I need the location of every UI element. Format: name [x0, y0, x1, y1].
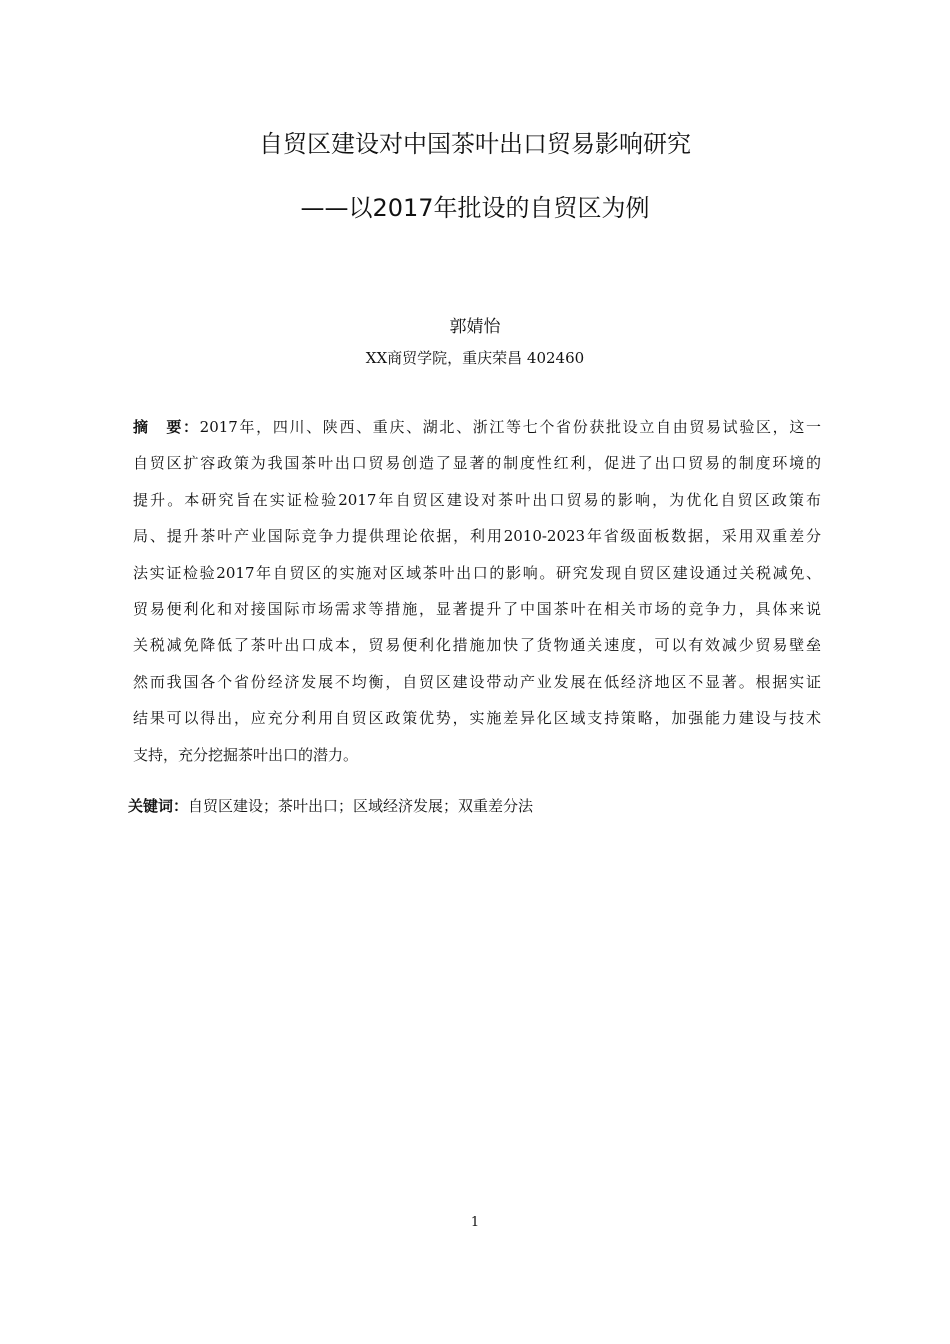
abstract-text: 2017年，四川、陕西、重庆、湖北、浙江等七个省份获批设立自由贸易试验区，这一 — [199, 418, 821, 436]
keywords-text: 自贸区建设；茶叶出口；区域经济发展；双重差分法 — [188, 797, 534, 815]
keywords-label: 关键词： — [128, 797, 189, 815]
abstract-line: 提升。本研究旨在实证检验2017年自贸区建设对茶叶出口贸易的影响，为优化自贸区政策布 — [133, 490, 821, 509]
abstract-line: 法实证检验2017年自贸区的实施对区域茶叶出口的影响。研究发现自贸区建设通过关税减免、 — [133, 563, 821, 582]
page-number: 1 — [470, 1215, 480, 1230]
abstract-line — [133, 416, 821, 452]
abstract-line: 贸易便利化和对接国际市场需求等措施，显著提升了中国茶叶在相关市场的竞争力，具体来说 — [133, 599, 821, 618]
paper-title: 自贸区建设对中国茶叶出口贸易影响研究 — [259, 130, 691, 158]
keywords — [128, 795, 533, 816]
abstract-line: 支持，充分挖掘茶叶出口的潜力。 — [133, 745, 359, 764]
abstract-line: 结果可以得出，应充分利用自贸区政策优势，实施差异化区域支持策略，加强能力建设与技术 — [133, 709, 821, 728]
paper-subtitle: ——以2017年批设的自贸区为例 — [300, 194, 650, 222]
author-name: 郭婧怡 — [449, 317, 501, 337]
abstract-label: 摘 要： — [133, 418, 200, 436]
abstract-line: 关税减免降低了茶叶出口成本，贸易便利化措施加快了货物通关速度，可以有效减少贸易壁垒 — [133, 636, 821, 655]
abstract — [133, 416, 821, 780]
author-affiliation: XX商贸学院，重庆荣昌 402460 — [365, 349, 585, 367]
abstract-line: 自贸区扩容政策为我国茶叶出口贸易创造了显著的制度性红利，促进了出口贸易的制度环境的 — [133, 454, 821, 473]
abstract-line: 然而我国各个省份经济发展不均衡，自贸区建设带动产业发展在低经济地区不显著。根据实证 — [133, 672, 821, 691]
abstract-line: 局、提升茶叶产业国际竞争力提供理论依据，利用2010-2023年省级面板数据，采用双重差分 — [133, 527, 821, 546]
